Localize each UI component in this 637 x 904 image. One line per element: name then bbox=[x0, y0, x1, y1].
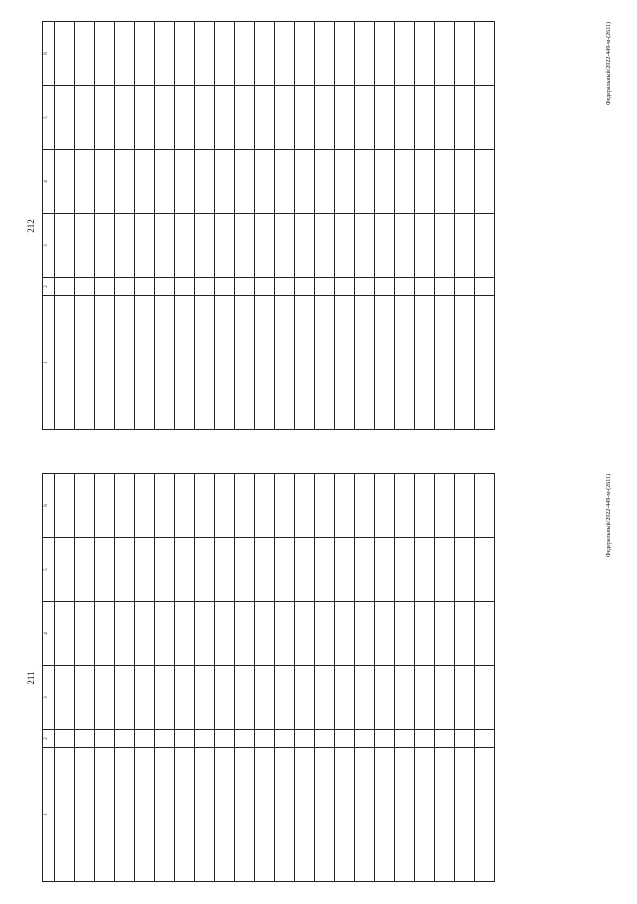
table-row bbox=[215, 22, 235, 430]
table-row bbox=[235, 474, 255, 882]
table-row bbox=[115, 474, 135, 882]
table-row bbox=[295, 474, 315, 882]
page-212-content bbox=[18, 16, 618, 436]
table-row bbox=[95, 474, 115, 882]
table-row bbox=[95, 22, 115, 430]
table-row bbox=[435, 474, 455, 882]
table-row bbox=[355, 22, 375, 430]
table-row bbox=[375, 22, 395, 430]
col-header-1: 1 bbox=[43, 748, 55, 882]
table-row bbox=[315, 22, 335, 430]
page-footer: Федеральный/2022-449-м-(2611) bbox=[606, 22, 612, 106]
table-row bbox=[175, 22, 195, 430]
table-row bbox=[55, 474, 75, 882]
table-row bbox=[175, 474, 195, 882]
table-row bbox=[135, 474, 155, 882]
table-row bbox=[455, 474, 475, 882]
table-row bbox=[155, 22, 175, 430]
table-row bbox=[75, 474, 95, 882]
col-header-3: 3 bbox=[43, 214, 55, 278]
table-row bbox=[235, 22, 255, 430]
table-row bbox=[335, 474, 355, 882]
table-row bbox=[435, 22, 455, 430]
table-row bbox=[455, 22, 475, 430]
table-row bbox=[315, 474, 335, 882]
table-row bbox=[195, 22, 215, 430]
header-row bbox=[43, 22, 55, 430]
table-row bbox=[155, 474, 175, 882]
table-row bbox=[115, 22, 135, 430]
table-row bbox=[75, 22, 95, 430]
table-row bbox=[415, 22, 435, 430]
table-row bbox=[355, 474, 375, 882]
page-footer: Федеральный/2022-449-м-(2611) bbox=[606, 474, 612, 558]
col-header-6: 6 bbox=[43, 22, 55, 86]
table-row bbox=[55, 22, 75, 430]
col-header-4: 4 bbox=[43, 150, 55, 214]
col-header-5: 5 bbox=[43, 86, 55, 150]
table-row bbox=[375, 474, 395, 882]
table-row bbox=[215, 474, 235, 882]
table-row bbox=[475, 474, 495, 882]
page-number: 212 bbox=[26, 219, 36, 233]
col-header-3: 3 bbox=[43, 666, 55, 730]
table-row bbox=[195, 474, 215, 882]
table-row bbox=[335, 22, 355, 430]
col-header-1: 1 bbox=[43, 296, 55, 430]
table-row bbox=[255, 22, 275, 430]
table-row bbox=[275, 474, 295, 882]
table-row bbox=[415, 474, 435, 882]
table-row bbox=[255, 474, 275, 882]
table-row bbox=[395, 22, 415, 430]
col-header-6: 6 bbox=[43, 474, 55, 538]
budget-table bbox=[42, 21, 495, 430]
table-row bbox=[275, 22, 295, 430]
page-number: 211 bbox=[26, 671, 36, 685]
col-header-2: 2 bbox=[43, 730, 55, 748]
header-row bbox=[43, 474, 55, 882]
page-211 bbox=[0, 452, 637, 904]
table-row bbox=[475, 22, 495, 430]
col-header-5: 5 bbox=[43, 538, 55, 602]
page-211-content bbox=[18, 468, 618, 888]
budget-table bbox=[42, 473, 495, 882]
col-header-2: 2 bbox=[43, 278, 55, 296]
table-row bbox=[135, 22, 155, 430]
col-header-4: 4 bbox=[43, 602, 55, 666]
table-row bbox=[395, 474, 415, 882]
table-row bbox=[295, 22, 315, 430]
